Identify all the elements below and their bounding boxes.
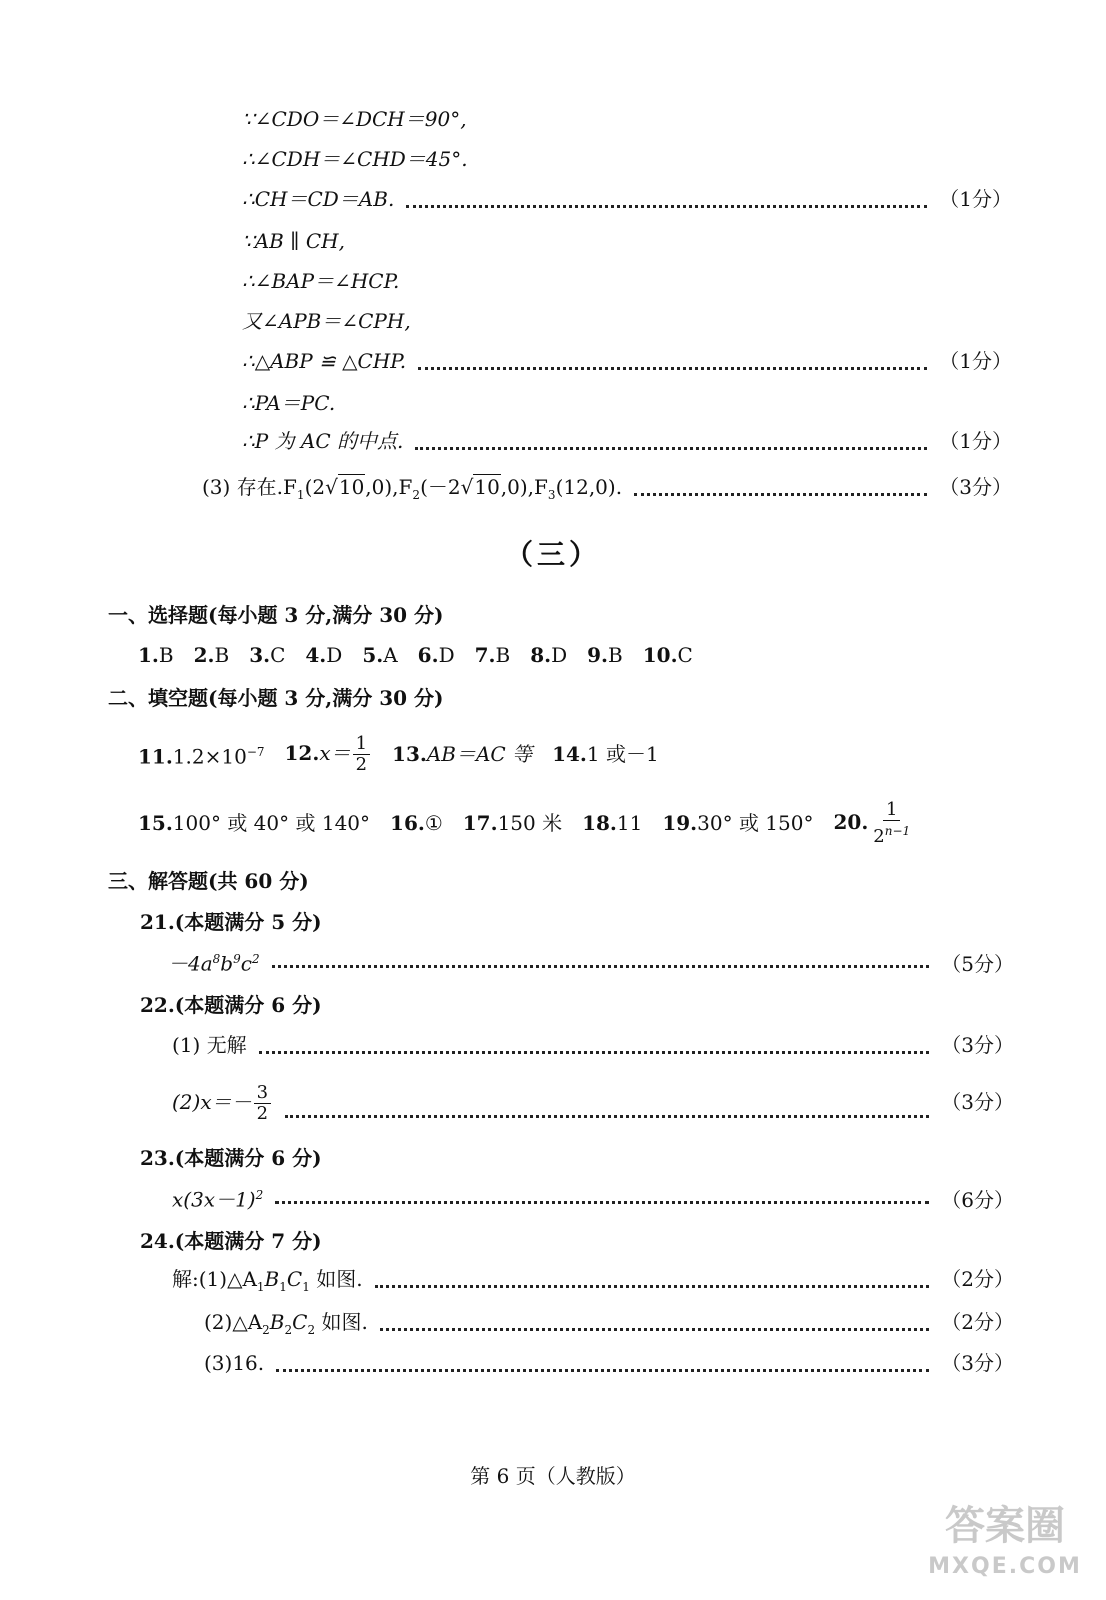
q21-title: 21.(本题满分 5 分): [140, 910, 322, 934]
choice-answer: 9.B: [587, 643, 623, 667]
fill-answer: 20. $\frac{1}{2^{n-1}}$: [833, 800, 915, 847]
part2-heading: 二、填空题(每小题 3 分,满分 30 分): [108, 686, 444, 710]
proof-text: (3) 存在$.F_1(2√10,0),F_2(-2√10,0),F_3(12,0)$.: [202, 475, 623, 502]
choice-answer: 2.B: [193, 643, 230, 667]
fill-answer: 16.①: [390, 811, 443, 835]
score-label: （2分）: [941, 1310, 1014, 1334]
score-label: （3分）: [941, 1351, 1014, 1375]
fill-answer: 17.150 米: [462, 811, 563, 835]
fill-answer: 15.100° 或 40° 或 140°: [138, 811, 371, 835]
choice-answer: 10.C: [642, 643, 693, 667]
proof-line-8: [242, 388, 335, 418]
proof-line-9: [242, 426, 1012, 456]
q24-title: 24.(本题满分 7 分): [140, 1229, 322, 1253]
fill-answer: 12.x＝ $\frac{1}{2}$: [285, 733, 373, 775]
q24-part1: [172, 1264, 1014, 1294]
choice-answer: 8.D: [530, 643, 568, 667]
proof-line-3: [242, 184, 1012, 214]
dotted-leader: [406, 205, 927, 208]
score-label: （1分）: [939, 349, 1012, 373]
q23-answer: [172, 1180, 1014, 1210]
fraction: $\frac{1}{2}$: [353, 734, 370, 775]
dotted-leader: [634, 493, 927, 496]
proof-text: ∵∠CDO＝∠DCH＝90°,: [242, 107, 467, 131]
fill-answer: 13.AB＝AC 等: [392, 742, 533, 766]
answer-text: (2)x＝－ $\frac{3}{2}$: [172, 1080, 273, 1124]
fill-answer: $11.1.2\times 10^{-7}$: [138, 744, 265, 769]
proof-line-6: [242, 306, 411, 336]
proof-text: ∴P 为 AC 的中点.: [242, 429, 404, 453]
score-label: （2分）: [941, 1267, 1014, 1291]
dotted-leader: [375, 1285, 930, 1288]
proof-line-1: [242, 104, 467, 134]
score-label: （1分）: [939, 429, 1012, 453]
dotted-leader: [276, 1369, 929, 1372]
section-title: （三）: [504, 538, 601, 571]
proof-line-7: [242, 346, 1012, 376]
score-label: （3分）: [941, 1033, 1014, 1057]
answer-text: $x(3x-1)^2$: [172, 1187, 264, 1212]
answer-text: $(2)\triangle A_2B_2C_2$ 如图.: [204, 1310, 368, 1337]
proof-text: ∴PA＝PC.: [242, 391, 336, 415]
fill-answer: 19.30° 或 150°: [662, 811, 814, 835]
part1-heading: 一、选择题(每小题 3 分,满分 30 分): [108, 603, 444, 627]
choice-answer: 7.B: [474, 643, 511, 667]
proof-text: 又∠APB＝∠CPH,: [242, 309, 411, 333]
dotted-leader: [380, 1328, 929, 1331]
q22-title: 22.(本题满分 6 分): [140, 993, 322, 1017]
proof-line-10: [202, 472, 1012, 502]
dotted-leader: [272, 965, 930, 968]
proof-line-5: [242, 266, 399, 296]
fill-answer: 14.1 或－1: [552, 742, 659, 766]
part2-row-1: [138, 734, 679, 774]
proof-text: ∴CH＝CD＝AB.: [242, 187, 395, 211]
watermark-title: 答案圈: [945, 1503, 1065, 1549]
watermark-logo: [910, 1500, 1100, 1596]
dotted-leader: [285, 1115, 929, 1118]
score-label: （1分）: [939, 187, 1012, 211]
fill-answer: 18.11: [582, 811, 643, 835]
q22-part1: [172, 1030, 1014, 1060]
dotted-leader: [415, 447, 927, 450]
part3-heading: 三、解答题(共 60 分): [108, 869, 309, 893]
fraction: $\frac{3}{2}$: [254, 1083, 271, 1124]
dotted-leader: [275, 1201, 929, 1204]
page-footer: 第 6 页（人教版）: [470, 1464, 636, 1488]
q24-part3: [204, 1348, 1014, 1378]
answer-text: $-4a^8b^9c^2$: [168, 951, 260, 976]
choice-answer: 4.D: [305, 643, 343, 667]
dotted-leader: [259, 1051, 930, 1054]
part2-row-2: [138, 798, 935, 847]
part1-answers: [138, 640, 713, 670]
proof-text: ∵AB ∥ CH,: [242, 229, 345, 253]
q22-part2: [172, 1080, 1014, 1124]
score-label: （3分）: [941, 1090, 1014, 1114]
score-label: （6分）: [941, 1187, 1014, 1212]
score-label: （5分）: [941, 951, 1014, 976]
q21-answer: [168, 944, 1014, 974]
answer-text: 解$:(1)\triangle A_1B_1C_1$ 如图.: [172, 1267, 363, 1294]
proof-line-2: [242, 144, 468, 174]
answer-text: (1) 无解: [172, 1033, 247, 1057]
choice-answer: 5.A: [362, 643, 398, 667]
q23-title: 23.(本题满分 6 分): [140, 1146, 322, 1170]
proof-text: ∴∠CDH＝∠CHD＝45°.: [242, 147, 468, 171]
choice-answer: 1.B: [138, 643, 174, 667]
dotted-leader: [418, 367, 927, 370]
score-label: （3分）: [939, 475, 1012, 499]
proof-line-4: [242, 226, 345, 256]
answer-text: (3)16.: [204, 1351, 265, 1375]
watermark-url: MXQE.COM: [928, 1554, 1082, 1579]
choice-answer: 6.D: [417, 643, 455, 667]
choice-answer: 3.C: [249, 643, 286, 667]
q24-part2: [204, 1307, 1014, 1337]
proof-text: ∴△ABP ≌ △CHP.: [242, 349, 407, 373]
fraction: $\frac{1}{2^{n-1}}$: [873, 798, 911, 847]
proof-text: ∴∠BAP＝∠HCP.: [242, 269, 400, 293]
